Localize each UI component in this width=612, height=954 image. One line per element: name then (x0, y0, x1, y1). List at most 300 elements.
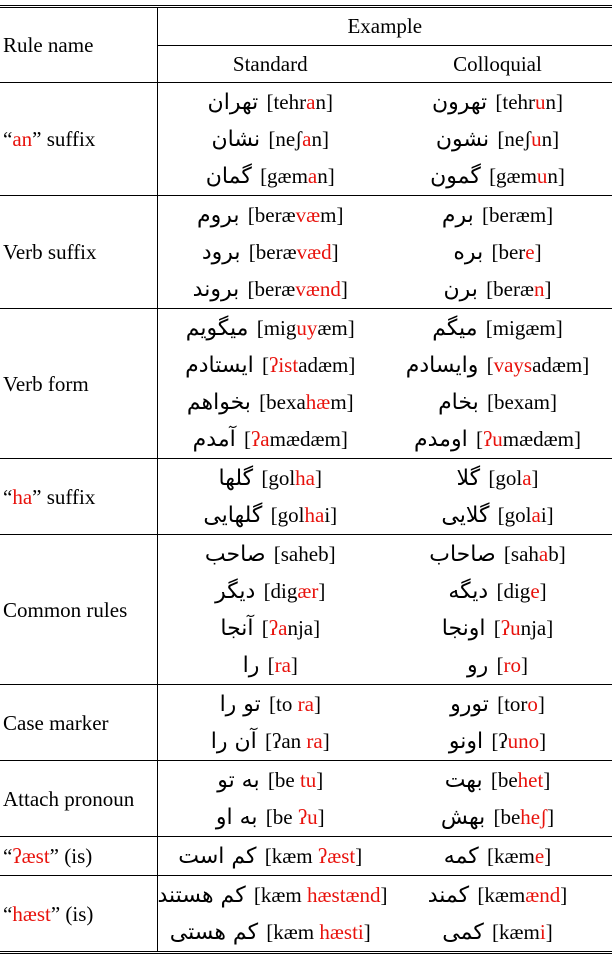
transliteration-segment: [sah (503, 541, 539, 566)
transliteration-segment: ] (316, 767, 324, 792)
rule-name-highlight: an (12, 127, 33, 151)
transliteration (266, 919, 371, 944)
standard-example-cell (157, 158, 383, 196)
transliteration (491, 728, 547, 753)
rules-body (0, 83, 612, 953)
transliteration-segment: [tor (497, 691, 528, 716)
transliteration (247, 202, 344, 227)
standard-example-cell (157, 459, 383, 498)
rule-name-cell (0, 309, 157, 459)
changed-segment: vænd (295, 276, 341, 301)
changed-segment: e (530, 578, 540, 603)
colloquial-example-cell (383, 121, 612, 158)
colloquial-example-cell (383, 837, 612, 876)
colloquial-example-cell (383, 309, 612, 348)
transliteration-segment: ] (544, 843, 552, 868)
transliteration-segment: ] (537, 691, 545, 716)
colloquial-example-cell (383, 347, 612, 384)
transliteration-segment: [ (267, 652, 275, 677)
transliteration (264, 843, 363, 868)
rule-name-text: Verb suffix (3, 240, 97, 264)
rule-name-cell (0, 876, 157, 953)
rule-name-text: “ (3, 901, 13, 926)
changed-segment: u (535, 89, 546, 114)
transliteration-segment: [to (269, 691, 298, 716)
transliteration-segment: [saheb] (273, 541, 336, 566)
colloquial-example-cell (383, 535, 612, 574)
rule-name-cell (0, 535, 157, 685)
standard-example-cell (157, 121, 383, 158)
standard-header: Standard (157, 46, 383, 83)
colloquial-example-cell (383, 271, 612, 309)
transliteration-segment: m] (320, 202, 344, 227)
transliteration (247, 276, 348, 301)
transliteration-segment: n] (315, 89, 333, 114)
transliteration-segment: ] (539, 728, 547, 753)
changed-segment: hæ (305, 389, 331, 414)
transliteration-segment: ] (290, 652, 298, 677)
transliteration-segment: [ (486, 352, 494, 377)
persian-word: آنجا (220, 615, 254, 641)
transliteration-segment: æm] (317, 315, 355, 340)
transliteration-segment: ] (331, 239, 339, 264)
transliteration-segment: [ber (491, 239, 526, 264)
transliteration-segment: [be (267, 767, 300, 792)
colloquial-example-cell (380, 876, 612, 915)
rule-name-cell (0, 837, 157, 876)
changed-segment: o (527, 691, 538, 716)
transliteration (253, 882, 388, 907)
rule-name-cell (0, 196, 157, 309)
transliteration-segment: [kæm (264, 843, 318, 868)
rule-name-text: Common rules (3, 597, 128, 622)
persian-word: گلایی (441, 502, 490, 528)
changed-segment: ha (295, 465, 315, 490)
changed-segment: ænd (525, 882, 561, 907)
transliteration-segment: ] (547, 804, 555, 829)
persian-word: کمند (427, 882, 470, 908)
standard-example-cell (157, 497, 383, 535)
transliteration-segment: [be (490, 767, 518, 792)
transliteration (490, 767, 551, 792)
transliteration-segment: [ (262, 352, 270, 377)
rules-table-container (0, 5, 612, 954)
transliteration-segment: ] (534, 239, 542, 264)
transliteration-segment: [ʔ (491, 728, 508, 753)
transliteration-segment: ] (380, 882, 388, 907)
transliteration (265, 728, 330, 753)
colloquial-example-cell (383, 723, 612, 761)
transliteration-segment: adæm] (298, 352, 356, 377)
transliteration-segment: ] (531, 465, 539, 490)
transliteration-segment: [ (243, 426, 251, 451)
persian-word: نشان (211, 126, 261, 152)
transliteration-segment: mædæm] (502, 426, 581, 451)
transliteration (489, 163, 565, 188)
transliteration-segment: ] (340, 276, 348, 301)
transliteration-segment: [be (493, 804, 521, 829)
changed-segment: n (534, 276, 545, 301)
persian-word: میگویم (185, 315, 249, 341)
standard-example-cell (157, 309, 383, 348)
colloquial-example-cell (383, 459, 612, 498)
colloquial-example-cell (383, 158, 612, 196)
persian-word: اومدم (414, 426, 468, 452)
persian-word: رو (467, 652, 489, 678)
changed-segment: e (525, 239, 535, 264)
changed-segment: e (534, 843, 545, 868)
changed-segment: ha (304, 502, 325, 527)
rule-name-text: ” suffix (32, 127, 96, 151)
changed-segment: u (536, 163, 548, 188)
transliteration-segment: [bexam] (486, 389, 557, 414)
transliteration (492, 919, 553, 944)
persian-word: کمه (443, 843, 479, 869)
standard-example-cell (157, 347, 383, 384)
transliteration (503, 541, 566, 566)
example-row (0, 459, 612, 498)
colloquial-example-cell (383, 610, 612, 647)
rule-name-cell (0, 83, 157, 196)
example-row (0, 761, 612, 800)
changed-segment: a (531, 502, 541, 527)
changed-segment: vays (493, 352, 533, 377)
transliteration-segment: [tehr (495, 89, 536, 114)
standard-example-cell (157, 384, 383, 421)
transliteration-segment: ] (318, 578, 326, 603)
rule-name-text: Case marker (3, 710, 109, 735)
persian-word: صاحاب (429, 541, 496, 567)
standard-example-cell (157, 914, 383, 953)
persian-word: به او (215, 804, 258, 830)
changed-segment: ʔæst (317, 843, 356, 868)
transliteration-segment: i] (324, 502, 338, 527)
rule-name-cell (0, 761, 157, 837)
rule-name-text: “ (3, 127, 13, 151)
changed-segment: ʔu (500, 615, 521, 640)
transliteration-segment: [be (265, 804, 298, 829)
transliteration (269, 691, 321, 716)
transliteration-segment: nja] (287, 615, 321, 640)
persian-word: گمون (430, 163, 481, 189)
transliteration (259, 389, 354, 414)
standard-example-cell (157, 723, 383, 761)
rule-name-text: “ (3, 484, 13, 509)
transliteration (477, 882, 568, 907)
changed-segment: væd (296, 239, 332, 264)
changed-segment: ʔu (297, 804, 318, 829)
transliteration-segment: mædæm] (269, 426, 348, 451)
persian-word: بره (453, 239, 484, 265)
transliteration (263, 578, 326, 603)
colloquial-example-cell (383, 685, 612, 724)
transliteration-segment: ] (544, 276, 552, 301)
transliteration (268, 126, 329, 151)
standard-example-cell (157, 573, 383, 610)
transliteration (266, 89, 333, 114)
standard-example-cell (157, 535, 383, 574)
transliteration-segment: [gol (497, 502, 532, 527)
header-row-top (0, 7, 612, 46)
rule-name-text: Verb form (3, 371, 89, 396)
persian-word: به تو (217, 767, 260, 793)
transliteration (497, 502, 554, 527)
transliteration-segment: ] (521, 652, 528, 677)
transliteration (493, 804, 555, 829)
persian-word: گلها (218, 465, 254, 491)
example-row (0, 837, 612, 876)
transliteration (482, 202, 554, 227)
transliteration (260, 163, 335, 188)
persian-word: بهش (440, 804, 486, 830)
persian-word: تو را (219, 691, 261, 717)
colloquial-example-cell (383, 497, 612, 535)
example-row (0, 309, 612, 348)
persian-word: ایستادم (185, 352, 254, 378)
colloquial-example-cell (383, 234, 612, 271)
transliteration (487, 843, 552, 868)
transliteration-segment: n] (541, 126, 560, 151)
persian-word: آمدم (192, 426, 236, 452)
persian-word: آن را (210, 728, 257, 754)
changed-segment: ra (274, 652, 291, 677)
example-row (0, 196, 612, 235)
persian-word: کم است (178, 843, 257, 869)
transliteration-segment: [beræ (247, 276, 296, 301)
persian-word: صاحب (204, 541, 266, 567)
standard-example-cell (157, 761, 383, 800)
persian-word: گمان (205, 163, 252, 189)
changed-segment: hæsti (319, 919, 364, 944)
transliteration (485, 315, 563, 340)
persian-word: وایسادم (405, 352, 479, 378)
transliteration-segment: ] (545, 919, 553, 944)
transliteration-segment: [bexa (259, 389, 306, 414)
transliteration-segment: ] (355, 843, 363, 868)
transliteration-segment: adæm] (532, 352, 590, 377)
changed-segment: a (538, 541, 549, 566)
changed-segment: a (522, 465, 532, 490)
transliteration-segment: [ (496, 652, 504, 677)
transliteration-segment: [beræm] (482, 202, 554, 227)
colloquial-example-cell (383, 914, 612, 953)
transliteration-segment: [kæm (487, 843, 535, 868)
changed-segment: heʃ (520, 804, 548, 829)
changed-segment: væ (295, 202, 321, 227)
rule-name-cell (0, 685, 157, 761)
transliteration-segment: [gol (270, 502, 305, 527)
colloquial-header: Colloquial (383, 46, 612, 83)
persian-word: بخواهم (186, 389, 251, 415)
colloquial-example-cell (383, 647, 612, 685)
persian-word: اونجا (441, 615, 486, 641)
changed-segment: uno (507, 728, 540, 753)
standard-example-cell (157, 610, 383, 647)
changed-segment: ær (297, 578, 319, 603)
transliteration (261, 465, 322, 490)
rule-name-text: ” (is) (50, 901, 94, 926)
changed-segment: ro (503, 652, 521, 677)
changed-segment: ra (297, 691, 314, 716)
transliteration-segment: n] (547, 163, 565, 188)
rule-name-text: Attach pronoun (3, 786, 135, 811)
transliteration-segment: ] (315, 465, 322, 490)
transliteration-segment: n] (317, 163, 335, 188)
transliteration (496, 578, 547, 603)
transliteration-segment: ] (543, 767, 551, 792)
standard-example-cell (157, 876, 388, 915)
rule-name-highlight: ʔæst (12, 844, 50, 868)
colloquial-example-cell (383, 761, 612, 800)
persian-word: کمی (442, 919, 484, 945)
transliteration (267, 767, 324, 792)
transliteration-segment: ] (363, 919, 371, 944)
changed-segment: ʔa (250, 426, 270, 451)
transliteration-segment: [beræ (248, 239, 297, 264)
transliteration-segment: [mig (256, 315, 297, 340)
changed-segment: uy (296, 315, 318, 340)
example-row (0, 685, 612, 724)
standard-example-cell (157, 234, 383, 271)
colloquial-example-cell (383, 573, 612, 610)
transliteration-segment: [kæm (492, 919, 540, 944)
persian-word: برم (441, 202, 474, 228)
transliteration-segment: [migæm] (485, 315, 563, 340)
transliteration (497, 691, 545, 716)
standard-example-cell (157, 196, 383, 235)
changed-segment: hæstænd (307, 882, 381, 907)
transliteration-segment: ] (317, 804, 325, 829)
transliteration-segment: [ (475, 426, 483, 451)
rule-name-header: Rule name (0, 7, 157, 83)
transliteration (486, 276, 552, 301)
standard-example-cell (157, 83, 383, 122)
colloquial-example-cell (383, 421, 612, 459)
transliteration-segment: nja] (520, 615, 554, 640)
colloquial-example-cell (383, 196, 612, 235)
changed-segment: ʔu (482, 426, 503, 451)
persian-word: تورو (450, 691, 489, 717)
transliteration-segment: [kæm (266, 919, 320, 944)
rule-name-cell (0, 459, 157, 535)
changed-segment: ʔa (268, 615, 288, 640)
transliteration (256, 315, 355, 340)
persian-word: دیگه (448, 578, 489, 604)
transliteration-segment: ] (322, 728, 330, 753)
persian-word: تهرون (431, 89, 488, 115)
colloquial-example-cell (383, 799, 612, 837)
colloquial-example-cell (383, 384, 612, 421)
transliteration-segment: [tehr (266, 89, 307, 114)
transliteration (486, 389, 557, 414)
changed-segment: a (307, 163, 318, 188)
transliteration-segment: [kæm (477, 882, 526, 907)
changed-segment: i (539, 919, 546, 944)
transliteration (267, 652, 298, 677)
standard-example-cell (157, 799, 383, 837)
transliteration-segment: [ʔan (265, 728, 307, 753)
example-row (0, 535, 612, 574)
persian-word: کم هستند (157, 882, 246, 908)
persian-word: بخام (438, 389, 479, 415)
transliteration (265, 804, 325, 829)
transliteration-segment: [gæm (489, 163, 537, 188)
persian-word: نشون (435, 126, 490, 152)
example-header: Example (157, 7, 612, 46)
standard-example-cell (157, 421, 383, 459)
changed-segment: a (306, 89, 316, 114)
persian-word: تهران (207, 89, 259, 115)
transliteration-segment: [neʃ (268, 126, 303, 151)
transliteration (493, 615, 554, 640)
transliteration-segment: [ (493, 615, 501, 640)
colloquial-example-cell (383, 83, 612, 122)
changed-segment: ra (306, 728, 323, 753)
rule-name-text: ” suffix (32, 484, 96, 509)
transliteration-segment: [neʃ (497, 126, 532, 151)
transliteration-segment: ] (313, 691, 321, 716)
changed-segment: u (531, 126, 542, 151)
transliteration (491, 239, 542, 264)
transliteration-segment: m] (330, 389, 354, 414)
rules-table (0, 5, 612, 954)
transliteration (486, 352, 590, 377)
persian-word: کم هستی (169, 919, 259, 945)
persian-word: اونو (448, 728, 484, 754)
changed-segment: tu (299, 767, 317, 792)
transliteration-segment: i] (540, 502, 554, 527)
rule-name-highlight: hæst (12, 901, 51, 926)
standard-example-cell (157, 271, 383, 309)
persian-word: بروم (197, 202, 240, 228)
transliteration-segment: n] (311, 126, 329, 151)
persian-word: دیگر (215, 578, 256, 604)
persian-word: برود (201, 239, 241, 265)
example-row (0, 83, 612, 122)
transliteration-segment: b] (548, 541, 566, 566)
transliteration-segment: ] (539, 578, 547, 603)
persian-word: بروند (192, 276, 240, 302)
standard-example-cell (157, 685, 383, 724)
standard-example-cell (157, 837, 383, 876)
transliteration (495, 89, 564, 114)
persian-word: بهت (444, 767, 483, 793)
transliteration (262, 352, 356, 377)
rule-name-highlight: ha (12, 484, 33, 509)
transliteration (475, 426, 581, 451)
transliteration (273, 541, 336, 566)
transliteration-segment: ] (560, 882, 568, 907)
persian-word: میگم (432, 315, 478, 341)
transliteration-segment: [ (261, 615, 269, 640)
transliteration (496, 652, 529, 677)
rule-name-text: “ (3, 844, 13, 868)
transliteration (497, 126, 560, 151)
persian-word: گلا (456, 465, 481, 491)
standard-example-cell (157, 647, 383, 685)
transliteration (261, 615, 321, 640)
changed-segment: het (517, 767, 544, 792)
changed-segment: a (302, 126, 312, 151)
transliteration (270, 502, 338, 527)
transliteration-segment: [dig (496, 578, 531, 603)
transliteration-segment: [beræ (486, 276, 534, 301)
transliteration-segment: [gol (488, 465, 523, 490)
transliteration-segment: [gol (261, 465, 296, 490)
transliteration (488, 465, 539, 490)
transliteration-segment: [gæm (260, 163, 308, 188)
example-row (0, 876, 612, 915)
